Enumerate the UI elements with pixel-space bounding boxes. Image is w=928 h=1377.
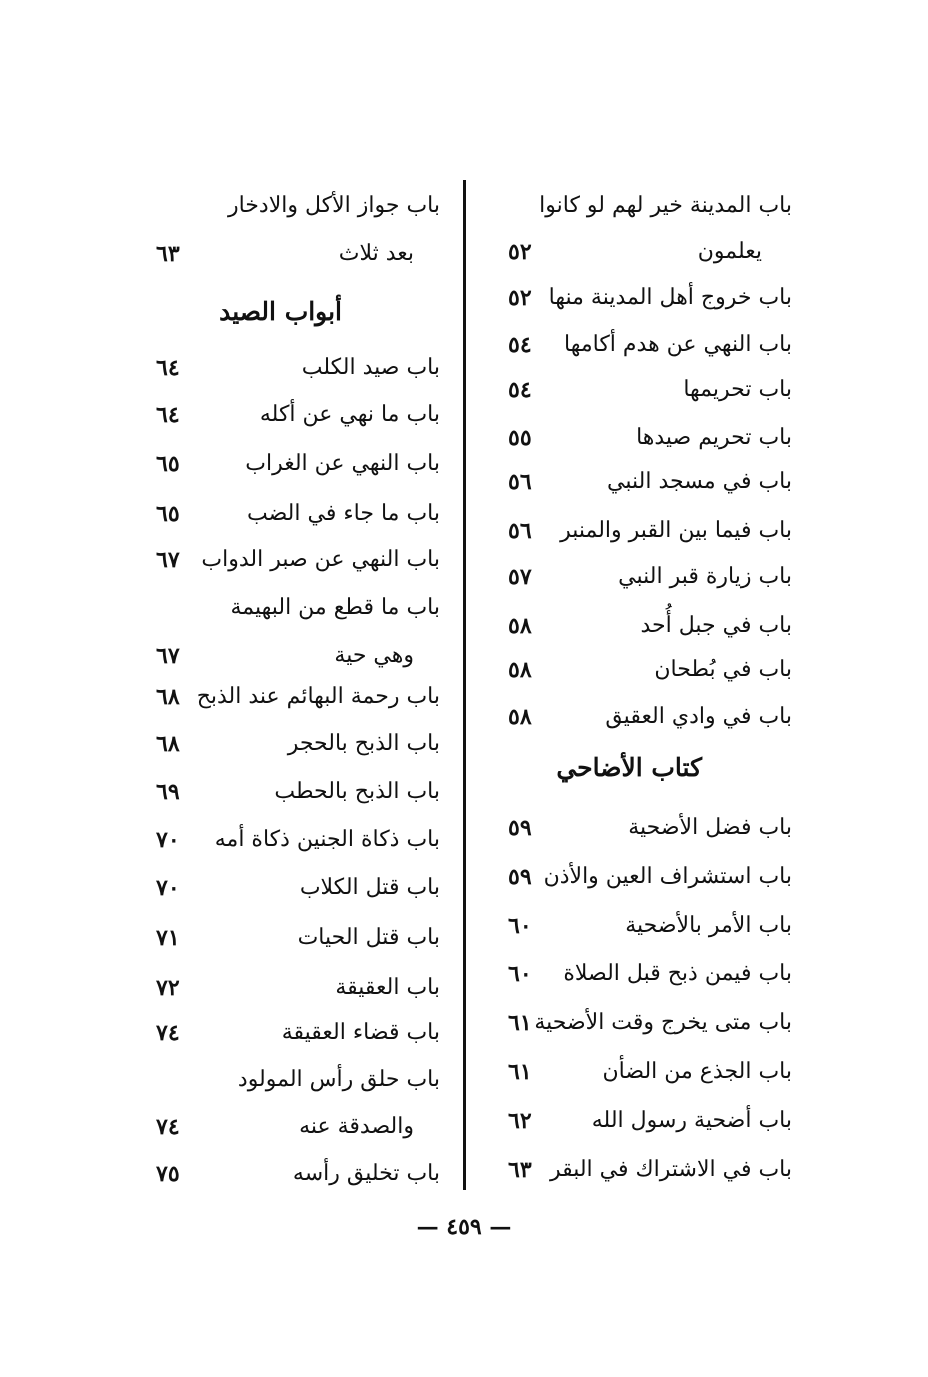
entry-title: باب خروج أهل المدينة منها	[548, 285, 792, 310]
toc-entry	[150, 968, 440, 1008]
entry-page-number: ٦١	[508, 1010, 532, 1036]
entry-page-number: ٧٠	[156, 827, 180, 853]
entry-title: باب متى يخرج وقت الأضحية	[534, 1010, 792, 1035]
toc-entry	[500, 186, 792, 226]
entry-title: باب ما نهي عن أكله	[259, 402, 440, 427]
toc-entry	[150, 1154, 440, 1194]
toc-entry	[150, 186, 440, 226]
entry-title: باب رحمة البهائم عند الذبح	[196, 684, 440, 709]
entry-page-number: ٦٠	[508, 961, 532, 987]
entry-page-number: ٥٨	[508, 704, 532, 730]
entry-title: باب قضاء العقيقة	[281, 1020, 440, 1045]
entry-page-number: ٥٢	[508, 239, 532, 265]
entry-title: باب النهي عن الغراب	[245, 451, 440, 476]
toc-entry	[150, 636, 440, 676]
toc-entry	[150, 494, 440, 534]
entry-title: باب جواز الأكل والادخار	[227, 193, 440, 218]
entry-title: باب الذبح بالحجر	[287, 731, 440, 756]
entry-title: باب فضل الأضحية	[628, 815, 792, 840]
page-number: — ٤٥٩ —	[416, 1214, 512, 1240]
entry-title: باب في بُطحان	[654, 657, 792, 682]
column-divider	[463, 180, 466, 1190]
entry-title: باب في وادي العقيق	[605, 704, 792, 729]
toc-entry	[150, 724, 440, 764]
toc-entry	[150, 918, 440, 958]
entry-title: باب قتل الكلاب	[299, 875, 440, 900]
entry-page-number: ٥٩	[508, 815, 532, 841]
entry-title: باب في جبل أُحد	[640, 613, 792, 638]
entry-page-number: ٦٧	[156, 547, 180, 573]
entry-title: باب الأمر بالأضحية	[625, 913, 792, 938]
entry-title: باب النهي عن هدم أكامها	[563, 332, 792, 357]
entry-page-number: ٥٩	[508, 864, 532, 890]
entry-title: باب ذكاة الجنين ذكاة أمه	[214, 827, 440, 852]
entry-title: باب قتل الحيات	[297, 925, 440, 950]
entry-title: والصدقة عنه	[299, 1114, 414, 1139]
entry-page-number: ٥٤	[508, 332, 532, 358]
toc-entry	[500, 697, 792, 737]
entry-title: باب الذبح بالحطب	[274, 779, 440, 804]
entry-title: باب زيارة قبر النبي	[618, 564, 792, 589]
entry-title: باب تخليق رأسه	[292, 1161, 440, 1186]
entry-title: باب تحريم صيدها	[636, 425, 792, 450]
entry-title: باب استشراف العين والأذن	[543, 864, 792, 889]
entry-title: باب تحريمها	[683, 377, 792, 402]
entry-title: باب ما قطع من البهيمة	[230, 595, 440, 620]
entry-page-number: ٥٨	[508, 613, 532, 639]
toc-entry	[500, 1150, 792, 1190]
toc-entry	[500, 557, 792, 597]
toc-entry	[500, 325, 792, 365]
entry-page-number: ٧٥	[156, 1161, 180, 1187]
entry-page-number: ٦٨	[156, 731, 180, 757]
entry-page-number: ٥٤	[508, 377, 532, 403]
toc-entry	[150, 588, 440, 628]
toc-entry	[150, 772, 440, 812]
entry-title: باب ما جاء في الضب	[247, 501, 440, 526]
toc-entry	[150, 868, 440, 908]
entry-page-number: ٧٠	[156, 875, 180, 901]
toc-entry	[500, 232, 792, 272]
toc-entry	[150, 444, 440, 484]
entry-page-number: ٦٣	[508, 1157, 532, 1183]
entry-page-number: ٦٨	[156, 684, 180, 710]
toc-entry	[500, 650, 792, 690]
entry-title: باب في الاشتراك في البقر	[549, 1157, 792, 1182]
toc-entry	[500, 906, 792, 946]
toc-entry	[500, 954, 792, 994]
entry-title: باب فيمن ذبح قبل الصلاة	[563, 961, 792, 986]
toc-entry	[500, 1052, 792, 1092]
toc-entry	[150, 395, 440, 435]
entry-page-number: ٦٢	[508, 1108, 532, 1134]
toc-entry	[150, 677, 440, 717]
entry-page-number: ٦١	[508, 1059, 532, 1085]
toc-entry	[500, 1101, 792, 1141]
entry-page-number: ٧١	[156, 925, 180, 951]
entry-title: باب الجذع من الضأن	[602, 1059, 792, 1084]
toc-entry	[500, 370, 792, 410]
toc-entry	[150, 820, 440, 860]
entry-page-number: ٥٧	[508, 564, 532, 590]
entry-page-number: ٧٤	[156, 1114, 180, 1140]
toc-entry	[500, 808, 792, 848]
toc-entry	[500, 462, 792, 502]
entry-title: كتاب الأضاحي	[556, 753, 702, 782]
entry-page-number: ٧٤	[156, 1020, 180, 1046]
entry-title: باب المدينة خير لهم لو كانوا	[539, 193, 792, 218]
entry-page-number: ٦٤	[156, 355, 180, 381]
entry-title: باب العقيقة	[335, 975, 440, 1000]
toc-entry	[500, 278, 792, 318]
toc-entry	[150, 1060, 440, 1100]
entry-page-number: ٦٠	[508, 913, 532, 939]
toc-entry	[150, 1013, 440, 1053]
toc-entry	[150, 348, 440, 388]
entry-page-number: ٦٧	[156, 643, 180, 669]
entry-page-number: ٥٢	[508, 285, 532, 311]
entry-page-number: ٥٦	[508, 518, 532, 544]
entry-page-number: ٦٥	[156, 451, 180, 477]
entry-page-number: ٦٥	[156, 501, 180, 527]
entry-title: باب فيما بين القبر والمنبر	[560, 518, 792, 543]
entry-title: بعد ثلاث	[338, 241, 414, 266]
toc-entry	[500, 418, 792, 458]
toc-entry	[500, 511, 792, 551]
entry-title: باب أضحية رسول الله	[591, 1108, 792, 1133]
entry-page-number: ٦٣	[156, 241, 180, 267]
section-heading	[500, 748, 792, 788]
entry-title: أبواب الصيد	[219, 297, 342, 326]
entry-title: باب النهي عن صبر الدواب	[201, 547, 440, 572]
entry-title: باب في مسجد النبي	[607, 469, 792, 494]
entry-title: باب حلق رأس المولود	[237, 1067, 440, 1092]
entry-page-number: ٦٤	[156, 402, 180, 428]
entry-page-number: ٥٥	[508, 425, 532, 451]
entry-page-number: ٦٩	[156, 779, 180, 805]
entry-title: يعلمون	[697, 239, 762, 264]
entry-title: وهي حية	[334, 643, 414, 668]
entry-title: باب صيد الكلب	[301, 355, 440, 380]
toc-entry	[500, 606, 792, 646]
entry-page-number: ٥٦	[508, 469, 532, 495]
toc-entry	[500, 1003, 792, 1043]
section-heading	[150, 292, 440, 332]
toc-entry	[150, 234, 440, 274]
toc-entry	[150, 540, 440, 580]
entry-page-number: ٥٨	[508, 657, 532, 683]
toc-entry	[500, 857, 792, 897]
toc-entry	[150, 1107, 440, 1147]
entry-page-number: ٧٢	[156, 975, 180, 1001]
